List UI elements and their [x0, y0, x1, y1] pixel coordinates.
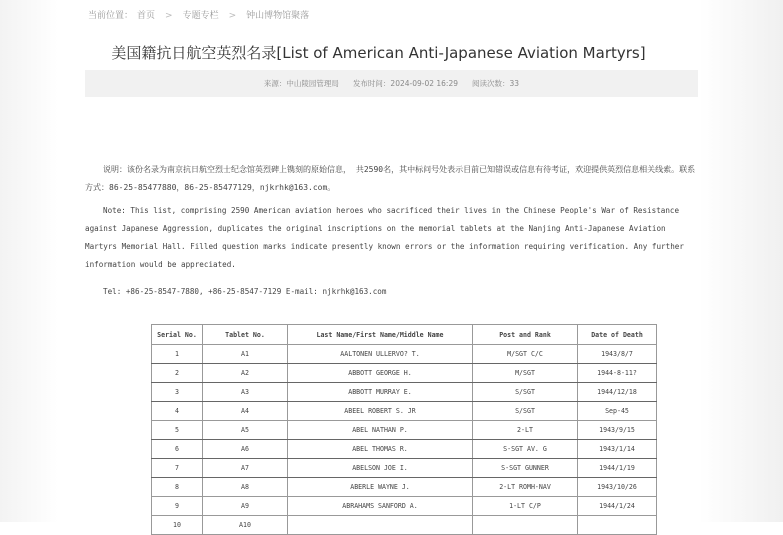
cell-tablet: A2: [203, 364, 288, 383]
cell-serial: 9: [152, 497, 203, 516]
cell-serial: 1: [152, 345, 203, 364]
cell-tablet: A5: [203, 421, 288, 440]
cell-name: ABRAHAMS SANFORD A.: [288, 497, 473, 516]
table-row: [152, 516, 657, 535]
cell-date: [578, 516, 657, 535]
meta-views: 阅读次数：33: [472, 79, 520, 88]
cell-serial: 2: [152, 364, 203, 383]
article-page: [58, 0, 699, 529]
breadcrumb-separator: >: [228, 11, 237, 21]
breadcrumb-link-topics[interactable]: 专题专栏: [182, 11, 219, 21]
cell-serial: 8: [152, 478, 203, 497]
table-row: [152, 497, 657, 516]
cell-serial: 10: [152, 516, 203, 535]
cell-tablet: A6: [203, 440, 288, 459]
cell-name: AALTONEN ULLERVO? T.: [288, 345, 473, 364]
cell-name: ABEEL ROBERT S. JR: [288, 402, 473, 421]
cell-date: 1943/9/15: [578, 421, 657, 440]
header-tablet: Tablet No.: [203, 325, 288, 345]
cell-name: ABEL NATHAN P.: [288, 421, 473, 440]
cell-date: 1944/12/18: [578, 383, 657, 402]
cell-tablet: A9: [203, 497, 288, 516]
cell-date: 1944-8-11?: [578, 364, 657, 383]
cell-post: [473, 516, 578, 535]
contact-line: Tel: +86-25-8547-7880, +86-25-8547-7129 E-mail: njkrhk@163.com: [103, 287, 387, 296]
article-title: 美国籍抗日航空英烈名录[List of American Anti-Japanese Aviation Martyrs]: [111, 44, 646, 62]
cell-date: 1944/1/24: [578, 497, 657, 516]
header-serial: Serial No.: [152, 325, 203, 345]
table-row: [152, 459, 657, 478]
cell-date: Sep-45: [578, 402, 657, 421]
page-right-margin: [699, 0, 783, 522]
cell-serial: 5: [152, 421, 203, 440]
breadcrumb-separator: >: [165, 11, 173, 21]
table-row: [152, 345, 657, 364]
breadcrumb-link-home[interactable]: 首页: [137, 11, 156, 21]
cell-tablet: A1: [203, 345, 288, 364]
cell-post: M/SGT: [473, 364, 578, 383]
header-date: Date of Death: [578, 325, 657, 345]
cell-post: 2-LT: [473, 421, 578, 440]
breadcrumb-link-museum[interactable]: 钟山博物馆聚落: [246, 11, 310, 21]
cell-post: S/SGT: [473, 402, 578, 421]
table-row: [152, 478, 657, 497]
cell-name: ABBOTT GEORGE H.: [288, 364, 473, 383]
table-row: [152, 383, 657, 402]
note-english: Note: This list, comprising 2590 American aviation heroes who sacrificed their lives in the Chinese People's War of Resistance against Japanese Aggression, duplicates the original inscriptions on the memorial tablets at the Nanjing Anti-Japanese Aviation Martyrs Memorial Hall. Filled question marks indicate presently known errors or the information requiring verification. Any further information would be appreciated.: [85, 206, 684, 269]
cell-post: 1-LT C/P: [473, 497, 578, 516]
cell-post: S-SGT GUNNER: [473, 459, 578, 478]
cell-serial: 6: [152, 440, 203, 459]
cell-post: M/SGT C/C: [473, 345, 578, 364]
article-meta-bar: [85, 70, 698, 97]
meta-published: 发布时间：2024-09-02 16:29: [352, 79, 459, 88]
cell-name: ABELSON JOE I.: [288, 459, 473, 478]
table-row: [152, 421, 657, 440]
cell-serial: 7: [152, 459, 203, 478]
table-row: [152, 402, 657, 421]
cell-name: ABBOTT MURRAY E.: [288, 383, 473, 402]
page-left-margin: [0, 0, 58, 522]
cell-tablet: A3: [203, 383, 288, 402]
cell-date: 1943/8/7: [578, 345, 657, 364]
cell-serial: 3: [152, 383, 203, 402]
table-row: [152, 364, 657, 383]
cell-post: S-SGT AV. G: [473, 440, 578, 459]
cell-tablet: A10: [203, 516, 288, 535]
breadcrumb: [88, 8, 309, 21]
cell-name: ABEL THOMAS R.: [288, 440, 473, 459]
header-post: Post and Rank: [473, 325, 578, 345]
cell-tablet: A7: [203, 459, 288, 478]
note-chinese: 说明：该份名录为南京抗日航空烈士纪念馆英烈碑上镌刻的原始信息， 共2590名，其中标问号处表示目前已知错误或信息有待考证，欢迎提供英烈信息相关线索。联系方式：86-25-85477880，86-25-85477129，njkrhk@163.com。: [85, 165, 696, 192]
cell-date: 1944/1/19: [578, 459, 657, 478]
cell-serial: 4: [152, 402, 203, 421]
table-row: [152, 440, 657, 459]
cell-date: 1943/1/14: [578, 440, 657, 459]
cell-name: ABERLE WAYNE J.: [288, 478, 473, 497]
cell-name: [288, 516, 473, 535]
table-header-row: [152, 325, 657, 345]
cell-tablet: A8: [203, 478, 288, 497]
cell-tablet: A4: [203, 402, 288, 421]
cell-post: S/SGT: [473, 383, 578, 402]
cell-post: 2-LT ROMH-NAV: [473, 478, 578, 497]
breadcrumb-prefix: 当前位置：: [88, 11, 134, 21]
cell-date: 1943/10/26: [578, 478, 657, 497]
meta-source: 来源：中山陵园管理局: [263, 79, 339, 88]
martyrs-table: [151, 324, 657, 535]
header-name: Last Name/First Name/Middle Name: [288, 325, 473, 345]
